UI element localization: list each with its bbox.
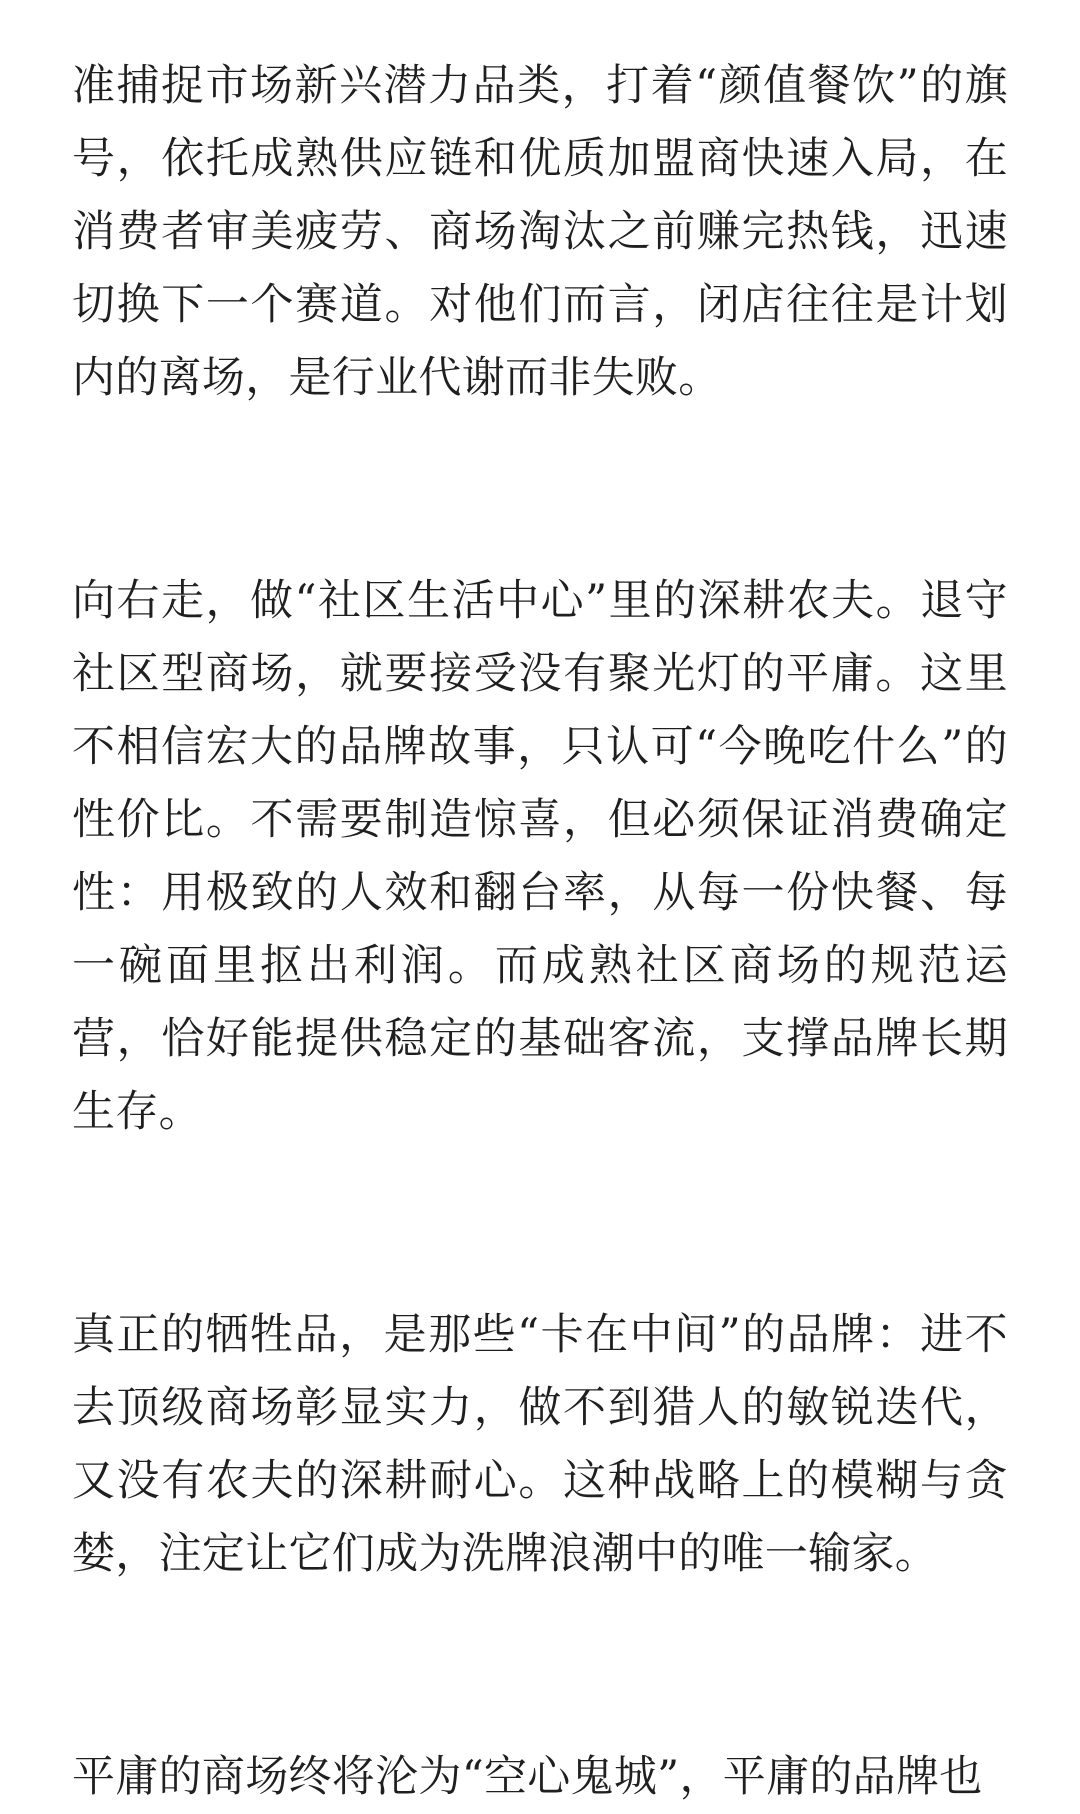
paragraph-stuck-in-middle: 真正的牺牲品，是那些“卡在中间”的品牌：进不去顶级商场彰显实力，做不到猎人的敏锐迭代，又没有农夫的深耕耐心。这种战略上的模糊与贪婪，注定让它们成为洗牌浪潮中的唯一输家。 — [72, 1310, 1008, 1579]
paragraph-community-farmer: 向右走，做“社区生活中心”里的深耕农夫。退守社区型商场，就要接受没有聚光灯的平庸。这里不相信宏大的品牌故事，只认可“今晚吃什么”的性价比。不需要制造惊喜，但必须保证消费确定性：用极致的人效和翻台率，从每一份快餐、每一碗面里抠出利润。而成熟社区商场的规范运营，恰好能提供稳定的基础客流，支撑品牌长期生存。 — [72, 576, 1008, 1137]
paragraph-mediocre-malls: 平庸的商场终将沦为“空心鬼城”，平庸的品牌也 — [72, 1752, 983, 1802]
paragraph-hunter-strategy: 准捕捉市场新兴潜力品类，打着“颜值餐饮”的旗号，依托成熟供应链和优质加盟商快速入局，在消费者审美疲劳、商场淘汰之前赚完热钱，迅速切换下一个赛道。对他们而言，闭店往往是计划内的离场，是行业代谢而非失败。 — [72, 61, 1008, 403]
